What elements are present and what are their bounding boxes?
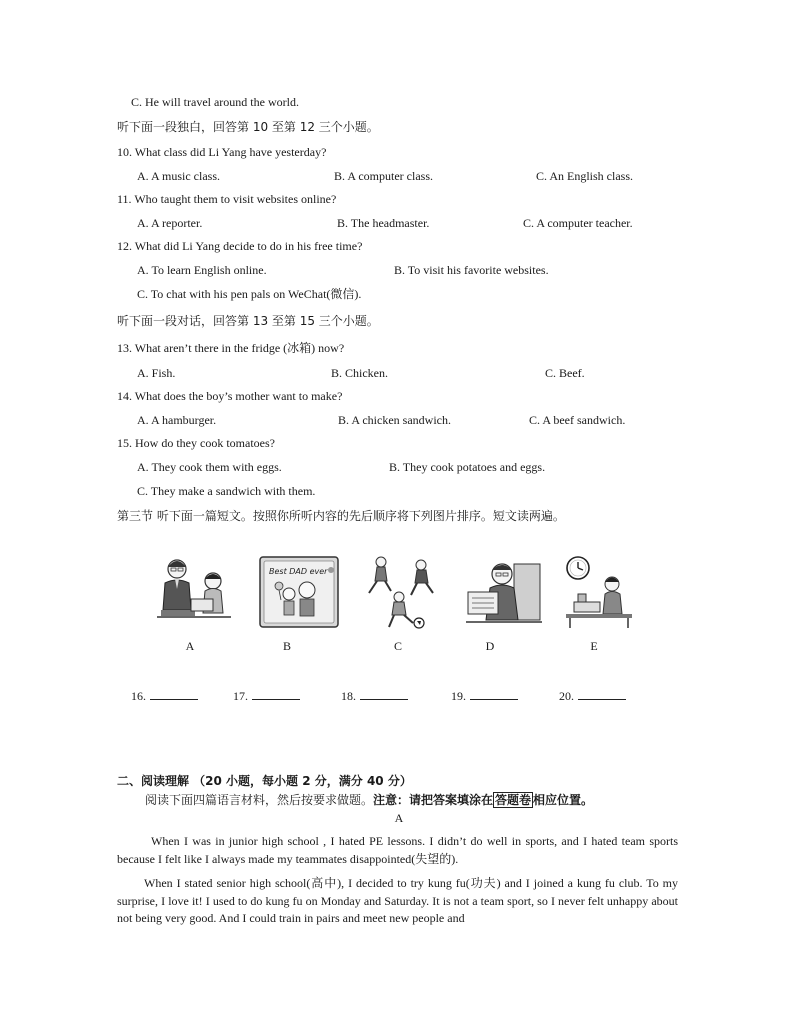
question-10-stem: 10. What class did Li Yang have yesterday? — [117, 145, 327, 159]
answer-blank-18-number: 18. — [341, 689, 356, 703]
picture-label-d: D — [485, 639, 495, 653]
answer-blank-18-line[interactable] — [360, 687, 408, 700]
passage-paragraph-2: When I stated senior high school(高中), I decided to try kung fu(功夫) and I joined a kung fu club. To my surprise, I love it! I used to do kung fu on Monday and Saturday. It is not a team sport, so I never felt unhappy about not being very good. And I could train in pairs and meet new people and — [117, 876, 678, 925]
dad-reading-newspaper-illustration — [464, 556, 544, 628]
football-players-illustration — [363, 553, 441, 631]
question-13-stem: 13. What aren’t there in the fridge (冰箱) now? — [117, 341, 345, 355]
question-11-option-a: A. A reporter. — [137, 216, 203, 230]
answer-blank-18[interactable] — [341, 687, 408, 704]
passage-letter: A — [394, 811, 404, 825]
teacher-and-boy-illustration — [155, 555, 233, 625]
answer-blank-17[interactable] — [233, 687, 300, 704]
picture-label-e: E — [590, 639, 598, 653]
picture-label-c: C — [393, 639, 402, 653]
question-14-option-c: C. A beef sandwich. — [529, 413, 626, 427]
answer-blank-20-number: 20. — [559, 689, 574, 703]
reading-section-heading: 二、阅读理解 （20 小题，每小题 2 分，满分 40 分） — [117, 774, 412, 788]
answer-blank-19-number: 19. — [451, 689, 466, 703]
answer-blank-16[interactable] — [131, 687, 198, 704]
picture-label-a: A — [185, 639, 195, 653]
question-14-stem: 14. What does the boy’s mother want to make? — [117, 389, 343, 403]
q9-option-c: C. He will travel around the world. — [131, 95, 299, 109]
question-15-option-b: B. They cook potatoes and eggs. — [389, 460, 546, 474]
question-13-option-b: B. Chicken. — [331, 366, 388, 380]
answer-blank-16-number: 16. — [131, 689, 146, 703]
answer-sheet-boxed-text: 答题卷 — [495, 793, 532, 807]
answer-blank-19-line[interactable] — [470, 687, 518, 700]
reading-instruction — [145, 792, 593, 808]
question-11-option-c: C. A computer teacher. — [523, 216, 633, 230]
question-11-option-b: B. The headmaster. — [337, 216, 430, 230]
passage-paragraph-1: When I was in junior high school , I hated PE lessons. I didn’t do well in sports, and I hated team sports because I felt like I always made my teammates disappointed(失望的). — [117, 834, 678, 866]
reading-instruction-plain: 阅读下面四篇语言材料，然后按要求做题。 — [145, 793, 374, 807]
question-12-option-a: A. To learn English online. — [137, 263, 267, 277]
question-11-stem: 11. Who taught them to visit websites online? — [117, 192, 337, 206]
question-13-option-a: A. Fish. — [137, 366, 176, 380]
answer-blank-19[interactable] — [451, 687, 518, 704]
answer-blank-17-line[interactable] — [252, 687, 300, 700]
question-13-option-c: C. Beef. — [545, 366, 585, 380]
section-instruction-monologue: 听下面一段独白，回答第 10 至第 12 三个小题。 — [117, 120, 379, 134]
reading-instruction-note: 注意：请把答案填涂在 — [373, 793, 494, 807]
question-12-option-c: C. To chat with his pen pals on WeChat(微信). — [137, 287, 362, 301]
answer-blank-17-number: 17. — [233, 689, 248, 703]
question-15-stem: 15. How do they cook tomatoes? — [117, 436, 275, 450]
section-instruction-dialogue: 听下面一段对话，回答第 13 至第 15 三个小题。 — [117, 314, 379, 328]
best-dad-card-illustration — [259, 556, 339, 628]
question-14-option-a: A. A hamburger. — [137, 413, 217, 427]
reading-instruction-note-end: 相应位置。 — [533, 793, 594, 807]
question-15-option-c: C. They make a sandwich with them. — [137, 484, 316, 498]
question-10-option-a: A. A music class. — [137, 169, 220, 183]
question-14-option-b: B. A chicken sandwich. — [338, 413, 451, 427]
question-15-option-a: A. They cook them with eggs. — [137, 460, 282, 474]
answer-blank-20-line[interactable] — [578, 687, 626, 700]
question-10-option-b: B. A computer class. — [334, 169, 433, 183]
svg-text:Best DAD ever: Best DAD ever — [269, 567, 328, 576]
boy-at-desk-with-clock-illustration — [560, 554, 636, 630]
answer-blank-20[interactable] — [559, 687, 626, 704]
answer-blank-16-line[interactable] — [150, 687, 198, 700]
question-12-option-b: B. To visit his favorite websites. — [394, 263, 549, 277]
picture-label-b: B — [282, 639, 291, 653]
question-12-stem: 12. What did Li Yang decide to do in his free time? — [117, 239, 363, 253]
section-3-instruction: 第三节 听下面一篇短文。按照你所听内容的先后顺序将下列图片排序。短文读两遍。 — [117, 509, 565, 523]
question-10-option-c: C. An English class. — [536, 169, 634, 183]
